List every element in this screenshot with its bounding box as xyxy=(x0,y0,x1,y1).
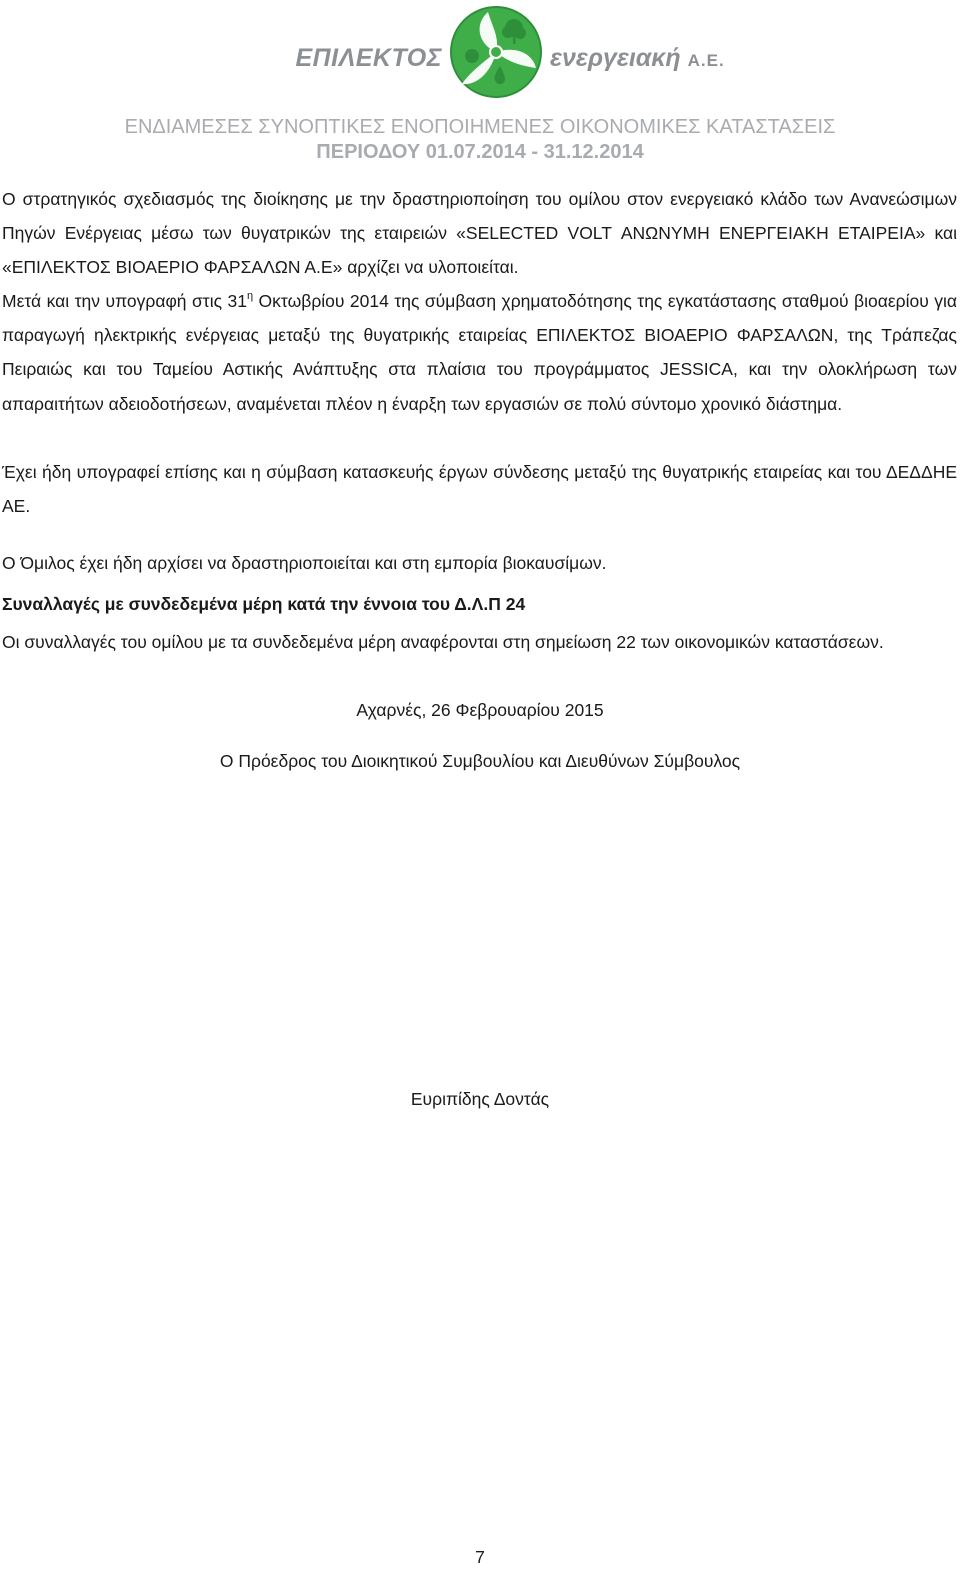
logo-emblem-icon xyxy=(448,4,544,100)
paragraph-strategy: Ο στρατηγικός σχεδιασμός της διοίκησης με την δραστηριοποίηση του ομίλου στον ενεργειακό κλάδο των Ανανεώσιμων Πηγών Ενέργειας μέσω των θυγατρικών της εταιρειών «SELECTED VOLT ΑΝΩΝΥΜΗ ΕΝΕΡΓΕΙΑΚΗ ΕΤΑΙΡΕΙΑ» και «ΕΠΙΛΕΚΤΟΣ ΒΙΟΑΕΡΙΟ ΦΑΡΣΑΛΩΝ Α.Ε» αρχίζει να υλοποιείται. xyxy=(2,189,957,278)
company-logo xyxy=(0,4,960,100)
section-heading-related-parties: Συναλλαγές με συνδεδεμένα μέρη κατά την έννοια του Δ.Λ.Π 24 xyxy=(2,594,526,614)
signatory-name: Ευριπίδης Δοντάς xyxy=(410,1089,550,1109)
paragraph-biofuels: Ο Όμιλος έχει ήδη αρχίσει να δραστηριοποιείται και στη εμπορία βιοκαυσίμων. xyxy=(2,553,607,573)
signature-date: Αχαρνές, 26 Φεβρουαρίου 2015 xyxy=(356,700,604,720)
logo-left-text: ΕΠΙΛΕΚΤΟΣ xyxy=(295,44,442,72)
paragraph-related-parties: Οι συναλλαγές του ομίλου με τα συνδεδεμένα μέρη αναφέρονται στη σημείωση 22 των οικονομικών καταστάσεων. xyxy=(2,632,884,652)
paragraph-financing xyxy=(2,284,957,421)
report-title: ΕΝΔΙΑΜΕΣΕΣ ΣΥΝΟΠΤΙΚΕΣ ΕΝΟΠΟΙΗΜΕΝΕΣ ΟΙΚΟΝΟΜΙΚΕΣ ΚΑΤΑΣΤΑΣΕΙΣ xyxy=(124,116,836,138)
ordinal-superscript: η xyxy=(246,290,254,302)
paragraph-financing-start: Μετά και την υπογραφή στις 31 xyxy=(2,291,247,311)
paragraph-financing-rest: Οκτωβρίου 2014 της σύμβαση χρηματοδότησης της εγκατάστασης σταθμού βιοαερίου για παραγωγή ηλεκτρικής ενέργειας μεταξύ της θυγατρικής εταιρείας ΕΠΙΛΕΚΤΟΣ ΒΙΟΑΕΡΙΟ ΦΑΡΣΑΛΩΝ, της Τράπεζας Πειραιώς και του Ταμείου Αστικής Ανάπτυξης στα πλαίσια του προγράμματος JESSICA, και την ολοκλήρωση των απαραιτήτων αδειοδοτήσεων, αναμένεται πλέον η έναρξη των εργασιών σε πολύ σύντομο χρονικό διάστημα. xyxy=(2,291,957,414)
page-number: 7 xyxy=(475,1547,485,1567)
logo-right-word: ενεργειακή xyxy=(550,44,681,72)
signatory-title: Ο Πρόεδρος του Διοικητικού Συμβουλίου και Διευθύνων Σύμβουλος xyxy=(219,751,741,771)
paragraph-construction: Έχει ήδη υπογραφεί επίσης και η σύμβαση κατασκευής έργων σύνδεσης μεταξύ της θυγατρικής εταιρείας και του ΔΕΔΔΗΕ ΑΕ. xyxy=(2,462,957,517)
logo-right-text xyxy=(550,44,725,73)
report-period: ΠΕΡΙΟΔΟΥ 01.07.2014 - 31.12.2014 xyxy=(316,141,644,163)
logo-suffix: Α.Ε. xyxy=(687,51,725,70)
